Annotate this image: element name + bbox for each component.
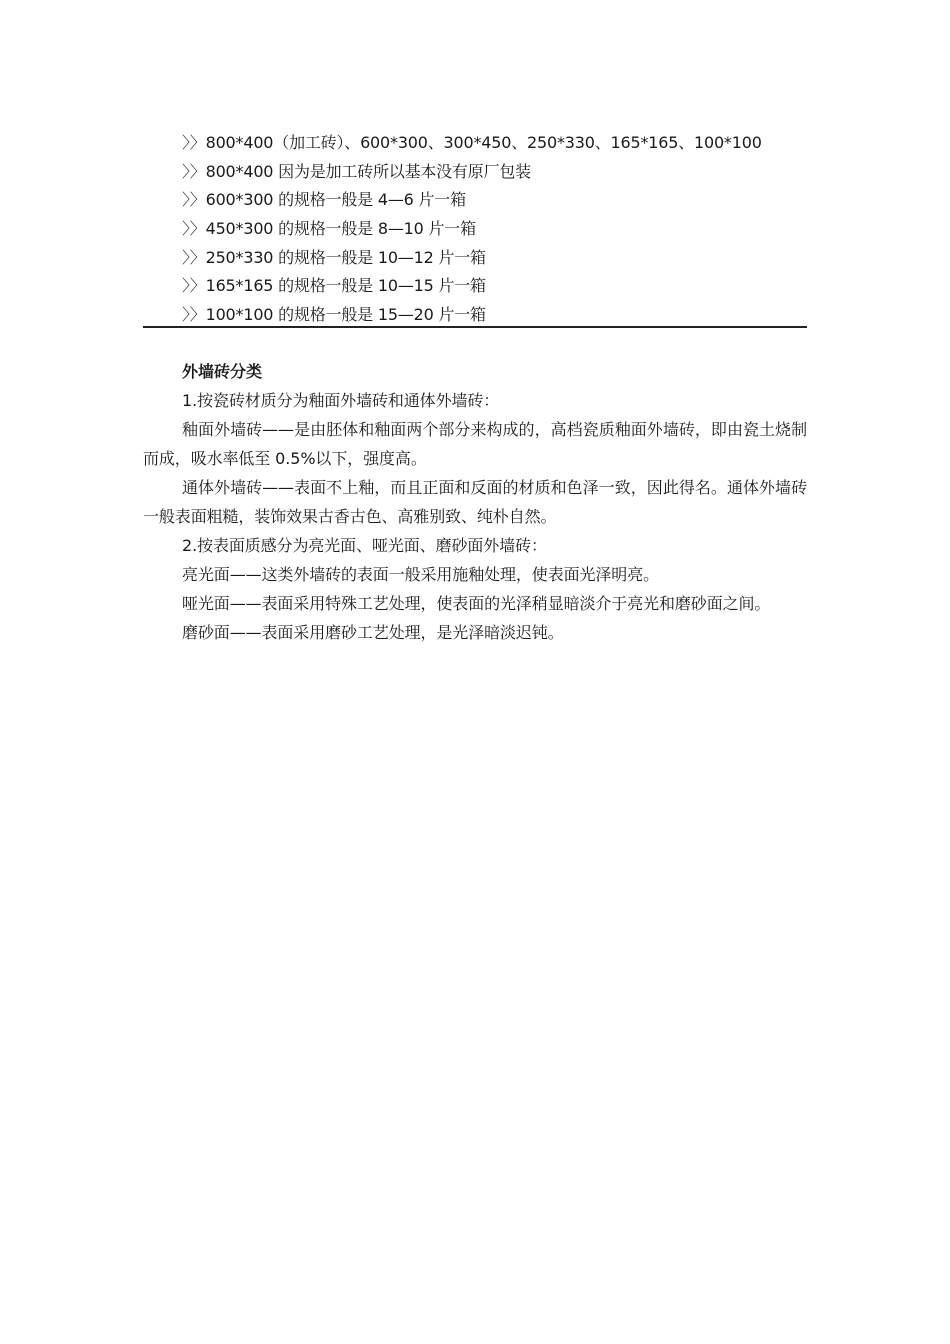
- exterior-tile-section: [143, 357, 807, 647]
- size-list-item: 〉〉165*165 的规格一般是 10—15 片一箱: [182, 276, 486, 296]
- size-list-item: 〉〉450*300 的规格一般是 8—10 片一箱: [182, 219, 476, 239]
- size-list-item: 〉〉250*330 的规格一般是 10—12 片一箱: [182, 247, 486, 267]
- size-list-item: 〉〉100*100 的规格一般是 15—20 片一箱: [182, 305, 486, 325]
- paragraph: 1.按瓷砖材质分为釉面外墙砖和通体外墙砖：: [182, 391, 500, 410]
- paragraph: 2.按表面质感分为亮光面、哑光面、磨砂面外墙砖：: [182, 536, 547, 555]
- paragraph: 亮光面——这类外墙砖的表面一般采用施釉处理，使表面光泽明亮。: [182, 565, 660, 584]
- horizontal-divider: [143, 326, 807, 328]
- section-heading: 外墙砖分类: [182, 362, 263, 381]
- paragraph: 通体外墙砖——表面不上釉，而且正面和反面的材质和色泽一致，因此得名。通体外墙砖一般表面粗糙，装饰效果古香古色、高雅别致、纯朴自然。: [143, 478, 807, 526]
- paragraph: 哑光面——表面采用特殊工艺处理，使表面的光泽稍显暗淡介于亮光和磨砂面之间。: [182, 594, 771, 613]
- size-list-item: 〉〉800*400（加工砖）、600*300、300*450、250*330、165*165、100*100: [182, 133, 762, 152]
- paragraph: 磨砂面——表面采用磨砂工艺处理，是光泽暗淡迟钝。: [182, 623, 564, 642]
- size-list-item: 〉〉800*400 因为是加工砖所以基本没有原厂包装: [182, 161, 531, 181]
- size-list-item: 〉〉600*300 的规格一般是 4—6 片一箱: [182, 190, 466, 210]
- tile-size-list: [182, 129, 802, 330]
- paragraph: 釉面外墙砖——是由胚体和釉面两个部分来构成的，高档瓷质釉面外墙砖，即由瓷土烧制而成，吸水率低至 0.5%以下，强度高。: [143, 420, 807, 468]
